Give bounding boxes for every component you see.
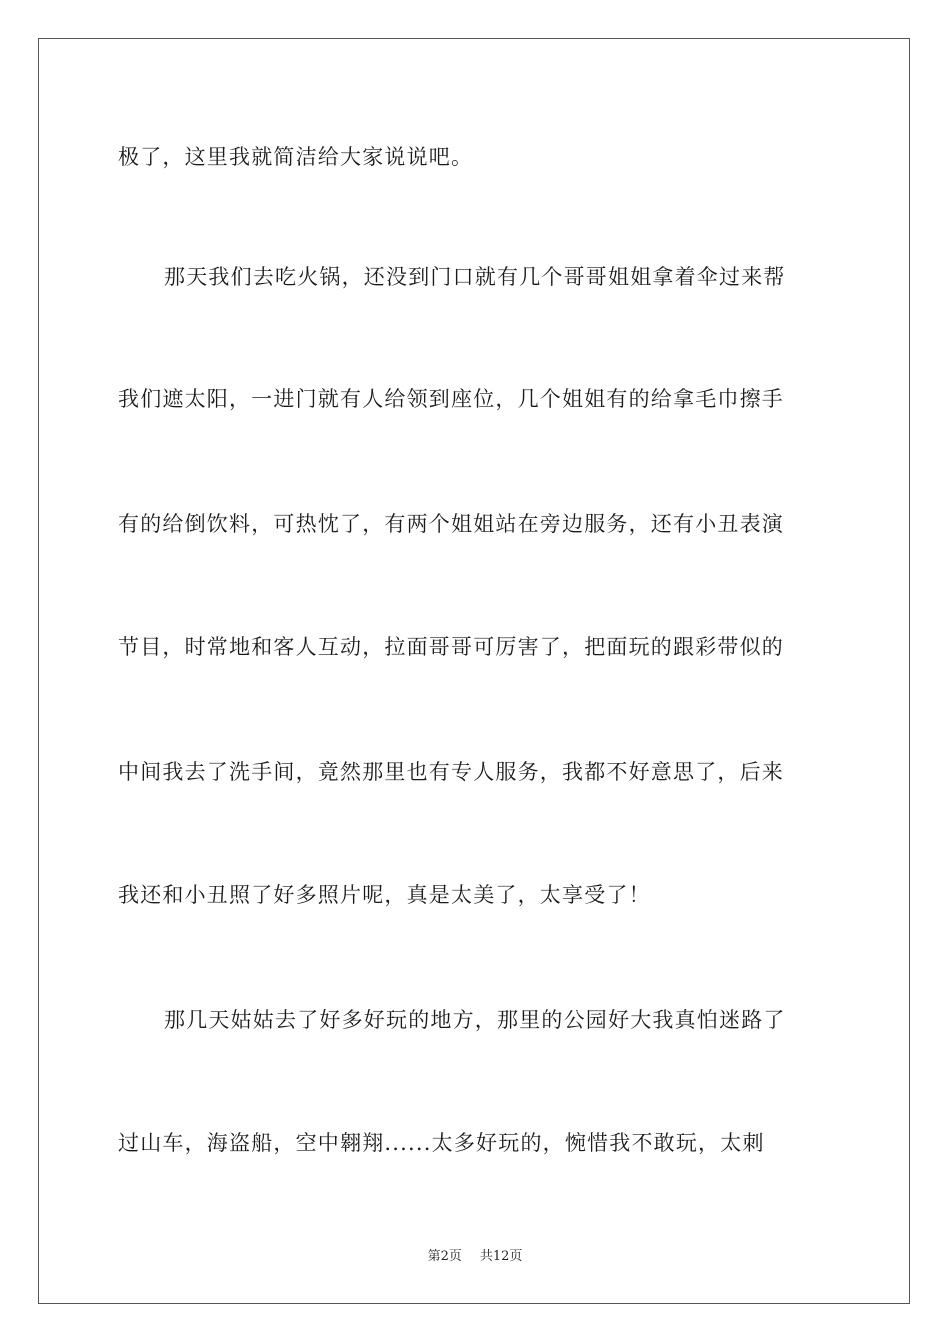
page-number: 第2页: [427, 1249, 462, 1264]
text-line: 节目，时常地和客人互动，拉面哥哥可厉害了，把面玩的跟彩带似的: [118, 635, 784, 659]
text-line: 我们遮太阳，一进门就有人给领到座位，几个姐姐有的给拿毛巾擦手: [118, 387, 784, 411]
text-line: 极了，这里我就简洁给大家说说吧。: [118, 145, 474, 169]
paragraph-first-line: 那几天姑姑去了好多好玩的地方，那里的公园好大我真怕迷路了: [164, 1008, 786, 1032]
paragraph-first-line: 那天我们去吃火锅，还没到门口就有几个哥哥姐姐拿着伞过来帮: [164, 265, 786, 289]
page-total: 共12页: [479, 1249, 523, 1264]
text-line: 我还和小丑照了好多照片呢，真是太美了，太享受了！: [118, 883, 651, 907]
text-line: 过山车，海盗船，空中翱翔......太多好玩的，惋惜我不敢玩，太刺: [118, 1131, 765, 1155]
text-line: 中间我去了洗手间，竟然那里也有专人服务，我都不好意思了，后来: [118, 760, 784, 784]
page-footer: [0, 1248, 950, 1266]
page-border: [38, 38, 910, 1304]
text-line: 有的给倒饮料，可热忱了，有两个姐姐站在旁边服务，还有小丑表演: [118, 512, 784, 536]
